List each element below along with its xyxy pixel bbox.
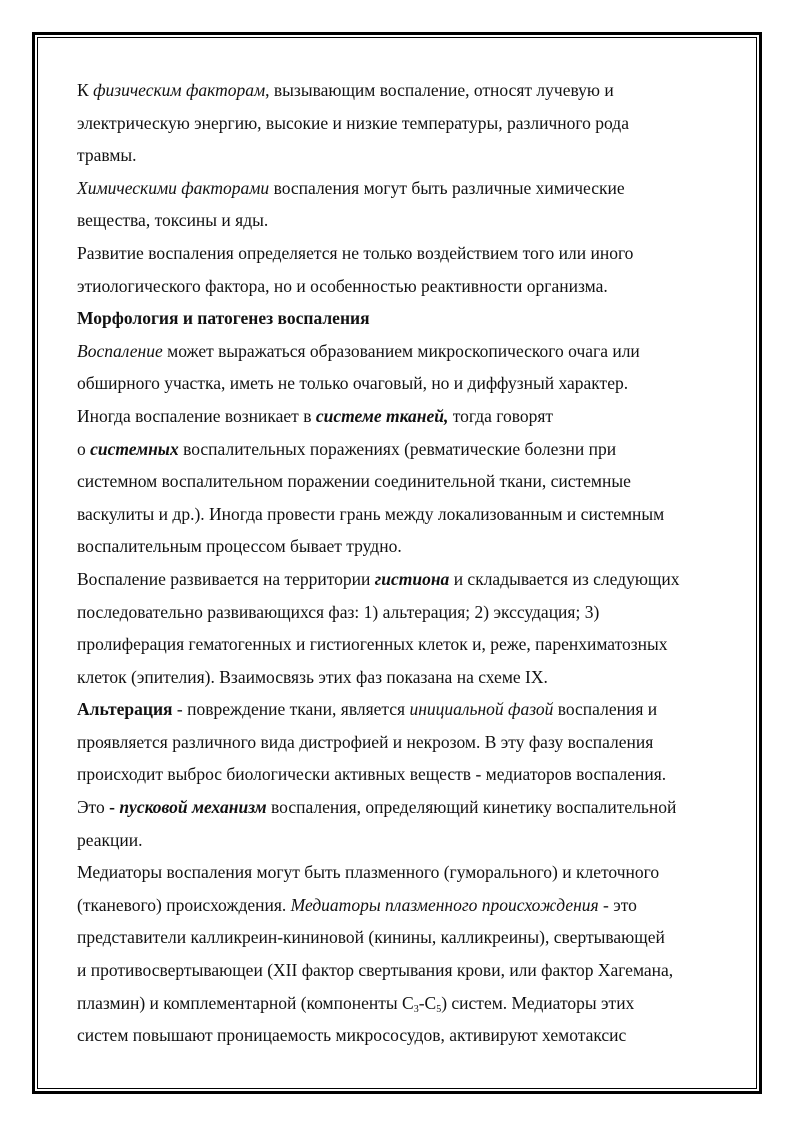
section-heading	[77, 302, 737, 335]
text-run: может выражаться образованием микроскопического очага или	[162, 340, 640, 361]
text-run: последовательно развивающихся фаз: 1) альтерация; 2) экссудация; 3)	[77, 601, 600, 622]
text-line	[77, 433, 737, 466]
text-run: , вызывающим воспаление, относят лучевую и	[265, 80, 614, 100]
text-run: систем повышают проницаемость микрососудов, активируют хемотаксис	[77, 1025, 627, 1046]
text-run: К	[77, 80, 94, 100]
text-run: ) систем. Медиаторы этих	[441, 992, 635, 1013]
subscript: 5	[436, 1003, 442, 1015]
text-line	[77, 74, 737, 107]
bold-dash: -	[109, 797, 120, 818]
text-run: Иногда воспаление возникает в	[77, 405, 316, 426]
text-line	[77, 172, 737, 205]
document-text	[77, 74, 737, 1052]
text-run: вещества, токсины и яды.	[77, 210, 269, 231]
text-run: реакции.	[77, 829, 143, 850]
text-run: этиологического фактора, но и особенностью реактивности организма.	[77, 275, 608, 296]
text-run: представители калликреин-кининовой (кинины, калликреины), свертывающей	[77, 927, 665, 948]
text-run: о	[77, 438, 91, 459]
text-run: воспаления, определяющий кинетику воспалительной	[266, 797, 677, 818]
text-line	[77, 465, 737, 498]
italic-term: физическим факторам	[93, 80, 266, 100]
text-line	[77, 596, 737, 629]
text-line	[77, 400, 737, 433]
text-line	[77, 726, 737, 759]
text-run: плазмин) и комплементарной (компоненты С	[77, 992, 414, 1013]
text-run: воспалительных поражениях (ревматические болезни при	[178, 438, 617, 459]
text-line	[77, 139, 737, 172]
italic-term: Медиаторы плазменного происхождения	[290, 894, 599, 915]
text-run: - повреждение ткани, является	[172, 699, 410, 720]
text-run: (тканевого) происхождения.	[77, 894, 291, 915]
text-run: системном воспалительном поражении соединительной ткани, системные	[77, 471, 631, 492]
text-line	[77, 270, 737, 303]
text-line	[77, 758, 737, 791]
text-line	[77, 628, 737, 661]
text-run: клеток (эпителия). Взаимосвязь этих фаз показана на схеме IX.	[77, 666, 548, 687]
text-run: воспаления могут быть различные химические	[269, 177, 625, 198]
text-line	[77, 987, 737, 1020]
bold-italic-term: системных	[90, 438, 179, 459]
text-line	[77, 107, 737, 140]
text-line	[77, 204, 737, 237]
text-run: пролиферация гематогенных и гистиогенных клеток и, реже, паренхиматозных	[77, 634, 668, 655]
text-run: обширного участка, иметь не только очаговый, но и диффузный характер.	[77, 373, 629, 394]
text-line	[77, 563, 737, 596]
text-line	[77, 791, 737, 824]
text-run: тогда говорят	[448, 405, 554, 426]
text-run: Медиаторы воспаления могут быть плазменного (гуморального) и клеточного	[77, 862, 660, 883]
text-run: - это	[598, 894, 637, 915]
italic-term: Химическими факторами	[77, 177, 270, 198]
text-run: и складывается из следующих	[449, 568, 680, 589]
subscript: 3	[413, 1003, 419, 1015]
bold-term: Альтерация	[77, 699, 173, 720]
bold-italic-term: системе тканей,	[315, 405, 449, 426]
text-run: Это	[77, 797, 110, 818]
italic-term: инициальной фазой	[409, 699, 554, 720]
text-line	[77, 693, 737, 726]
text-line	[77, 921, 737, 954]
text-line	[77, 954, 737, 987]
text-line	[77, 335, 737, 368]
text-run: Воспаление развивается на территории	[77, 568, 375, 589]
text-run: происходит выброс биологически активных веществ - медиаторов воспаления.	[77, 764, 667, 785]
bold-italic-term: гистиона	[374, 568, 450, 589]
text-line	[77, 498, 737, 531]
text-run: травмы.	[77, 145, 137, 166]
text-run: проявляется различного вида дистрофией и некрозом. В эту фазу воспаления	[77, 731, 654, 752]
text-line	[77, 367, 737, 400]
text-line	[77, 237, 737, 270]
text-run: воспаления и	[553, 699, 658, 720]
text-run: воспалительным процессом бывает трудно.	[77, 536, 402, 557]
text-line	[77, 856, 737, 889]
text-line	[77, 661, 737, 694]
text-run: васкулиты и др.). Иногда провести грань между локализованным и системным	[77, 503, 665, 524]
text-line	[77, 889, 737, 922]
text-run: и противосвертывающеи (XII фактор свертывания крови, или фактор Хагемана,	[77, 960, 674, 981]
text-run: -С	[418, 992, 437, 1013]
text-line	[77, 1019, 737, 1052]
italic-term: Воспаление	[77, 340, 163, 361]
heading-text: Морфология и патогенез воспаления	[77, 308, 370, 329]
text-line	[77, 530, 737, 563]
bold-italic-term: пусковой механизм	[119, 797, 267, 818]
text-run: электрическую энергию, высокие и низкие температуры, различного рода	[77, 112, 629, 133]
text-line	[77, 824, 737, 857]
text-run: Развитие воспаления определяется не только воздействием того или иного	[77, 242, 634, 263]
